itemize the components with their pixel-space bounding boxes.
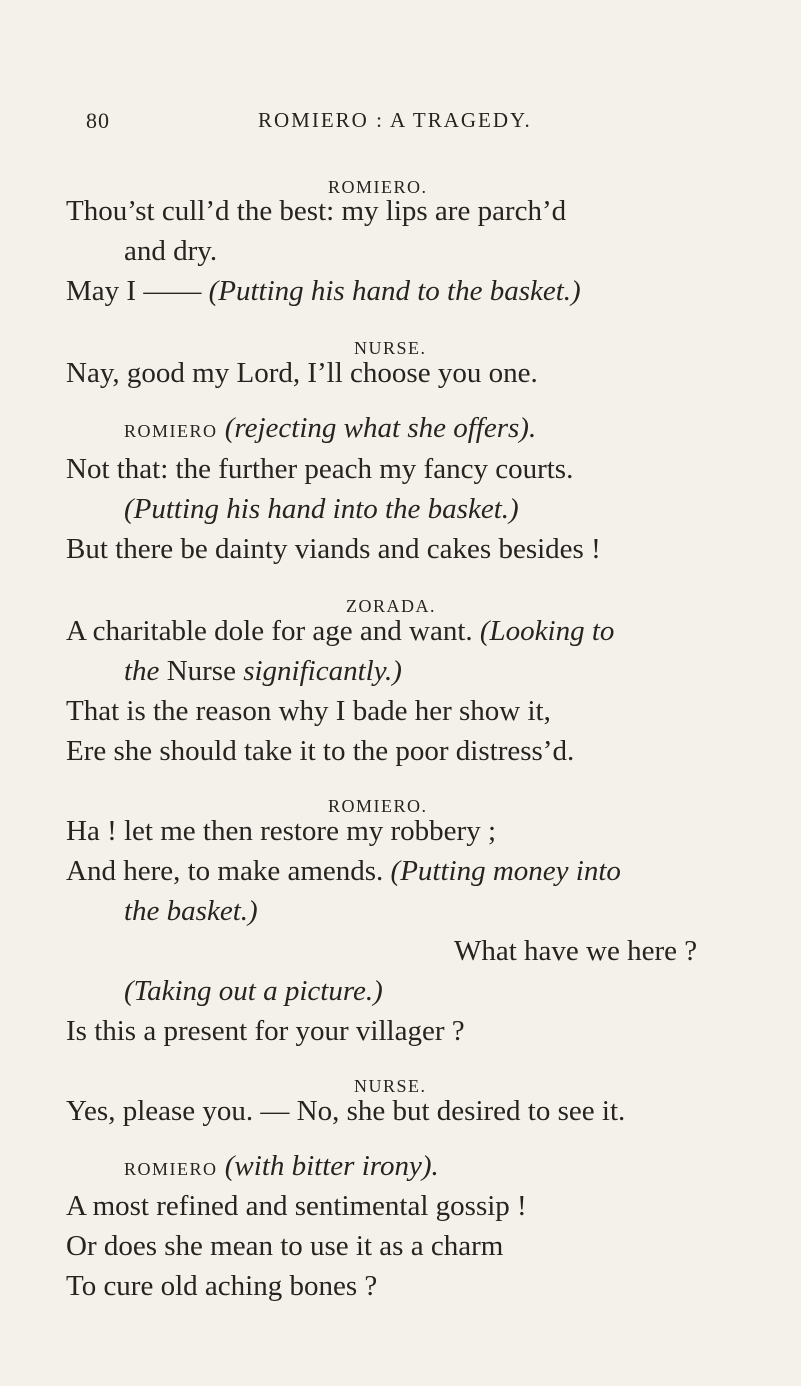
stage-direction: (Looking to [479,615,615,647]
speaker-line [124,411,536,448]
speaker-heading: ZORADA. [346,596,436,616]
verse-text: A charitable dole for age and want. [66,615,473,647]
stage-direction-line [124,974,383,1008]
stage-direction: significantly.) [243,655,402,687]
stage-direction: the basket.) [124,895,258,927]
page-number: 80 [86,108,110,133]
verse-text: May I —— [66,275,202,307]
running-title: ROMIERO : A TRAGEDY. [258,108,532,132]
verse-line [66,274,581,308]
verse-line: But there be dainty viands and cakes besides ! [66,533,601,565]
stage-direction: (Putting his hand into the basket.) [124,493,519,525]
verse-line: Nay, good my Lord, I’ll choose you one. [66,357,538,389]
speaker-line [124,1149,439,1186]
verse-line: Thou’st cull’d the best: my lips are parch’d [66,195,567,227]
verse-line: Ere she should take it to the poor distress’d. [66,735,575,767]
stage-direction: (Putting his hand to the basket.) [208,275,581,307]
verse-line [66,854,621,888]
stage-direction: (Taking out a picture.) [124,975,383,1007]
speaker-heading: ROMIERO [124,1159,218,1179]
stage-direction: (rejecting what she offers). [224,412,537,444]
verse-line: A most refined and sentimental gossip ! [66,1190,527,1222]
verse-line: Ha ! let me then restore my robbery ; [66,815,497,847]
verse-line: To cure old aching bones ? [66,1270,378,1302]
verse-line: Yes, please you. — No, she but desired to see it. [66,1095,626,1127]
speaker-heading: ROMIERO. [328,177,428,197]
verse-line [66,614,614,648]
verse-line: What have we here ? [454,935,698,967]
stage-direction-line [124,492,519,526]
speaker-heading: NURSE. [354,1076,427,1096]
stage-direction: the [124,655,160,687]
speaker-heading: NURSE. [354,338,427,358]
verse-line: Or does she mean to use it as a charm [66,1230,504,1262]
page-header [0,108,801,138]
verse-line: Is this a present for your villager ? [66,1015,465,1047]
stage-direction: (with bitter irony). [224,1150,439,1182]
stage-direction-line [124,894,258,928]
speaker-heading: ROMIERO. [328,796,428,816]
verse-text: And here, to make amends. [66,855,384,887]
verse-line: That is the reason why I bade her show it, [66,695,551,727]
verse-line: and dry. [124,235,218,267]
verse-line [124,654,402,688]
verse-line: Not that: the further peach my fancy courts. [66,453,574,485]
speaker-heading: ROMIERO [124,421,218,441]
stage-direction: (Putting money into [390,855,621,887]
verse-text: Nurse [166,655,236,687]
